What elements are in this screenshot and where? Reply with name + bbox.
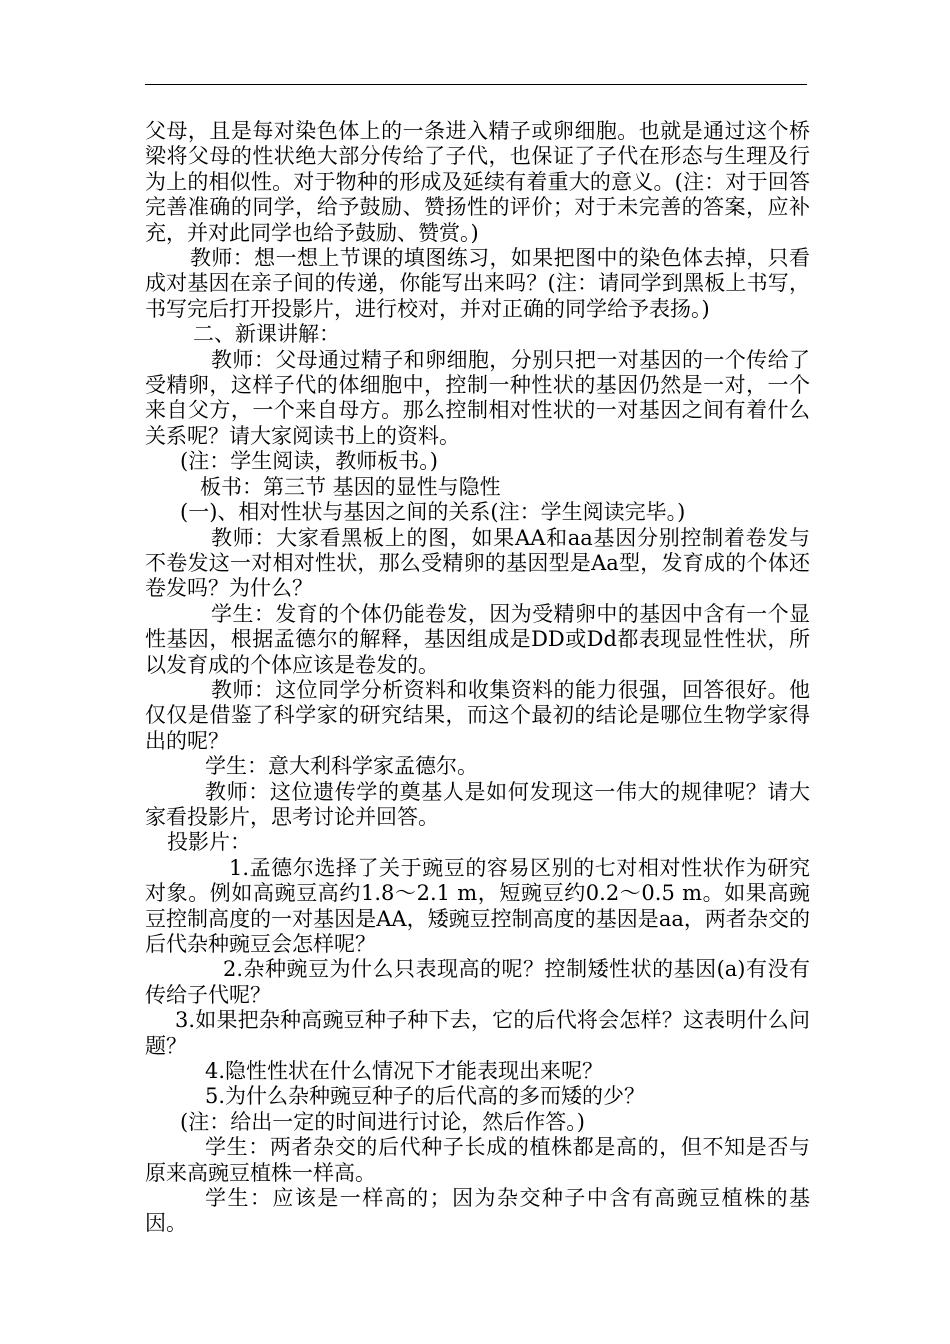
note-1: (注：学生阅读，教师板书。): [180, 449, 438, 474]
paragraph-2: 教师：想一想上节课的填图练习，如果把图中的染色体去掉，只看成对基因在亲子间的传递，你能写出来吗？(注：请同学到黑板上书写，书写完后打开投影片，进行校对，并对正确的同学给予表扬。): [145, 246, 810, 321]
question-5: 5.为什么杂种豌豆种子的后代高的多而矮的少？: [205, 1084, 646, 1109]
board-title: 板书：第三节 基因的显性与隐性: [200, 474, 501, 499]
subsection-heading: (一)、相对性状与基因之间的关系(注：学生阅读完毕。): [180, 500, 686, 525]
document-body: [145, 119, 810, 1237]
paragraph-10: 学生：应该是一样高的；因为杂交种子中含有高豌豆植株的基因。: [145, 1186, 810, 1236]
question-4: 4.隐性性状在什么情况下才能表现出来呢？: [205, 1059, 604, 1084]
question-1: 1.孟德尔选择了关于豌豆的容易区别的七对相对性状作为研究对象。例如高豌豆高约1.8～2.1 m，短豌豆约0.2～0.5 m。如果高豌豆控制高度的一对基因是AA，矮豌豆控制高度的基因是aa，两者杂交的后代杂种豌豆会怎样呢？: [145, 855, 810, 956]
paragraph-1: 父母，且是每对染色体上的一条进入精子或卵细胞。也就是通过这个桥梁将父母的性状绝大部分传给了子代，也保证了子代在形态与生理及行为上的相似性。对于物种的形成及延续有着重大的意义。(注：对于回答完善准确的同学，给予鼓励、赞扬性的评价；对于未完善的答案，应补充，并对此同学也给予鼓励、赞赏。): [145, 119, 810, 245]
paragraph-7: 学生：意大利科学家孟德尔。: [205, 754, 478, 779]
paragraph-6: 教师：这位同学分析资料和收集资料的能力很强，回答很好。他仅仅是借鉴了科学家的研究结果，而这个最初的结论是哪位生物学家得出的呢？: [145, 677, 810, 753]
paragraph-4: 教师：大家看黑板上的图，如果AA和aa基因分别控制着卷发与不卷发这一对相对性状，那么受精卵的基因型是Aa型，发育成的个体还卷发吗？为什么？: [145, 525, 810, 601]
paragraph-3: 教师：父母通过精子和卵细胞，分别只把一对基因的一个传给了受精卵，这样子代的体细胞中，控制一种性状的基因仍然是一对，一个来自父方，一个来自母方。那么控制相对性状的一对基因之间有着什么关系呢？请大家阅读书上的资料。: [145, 347, 810, 448]
paragraph-9: 学生：两者杂交的后代种子长成的植株都是高的，但不知是否与原来高豌豆植株一样高。: [145, 1135, 810, 1185]
section-heading: 二、新课讲解：: [193, 322, 340, 347]
question-3: 3.如果把杂种高豌豆种子种下去，它的后代将会怎样？这表明什么问题？: [145, 1008, 810, 1058]
slide-label: 投影片：: [167, 830, 251, 855]
note-2: (注：给出一定的时间进行讨论，然后作答。): [180, 1109, 585, 1134]
header-rule: [145, 84, 807, 85]
paragraph-5: 学生：发育的个体仍能卷发，因为受精卵中的基因中含有一个显性基因，根据孟德尔的解释，基因组成是DD或Dd都表现显性性状，所以发育成的个体应该是卷发的。: [145, 601, 810, 677]
question-2: 2.杂种豌豆为什么只表现高的呢？控制矮性状的基因(a)有没有传给子代呢？: [145, 957, 810, 1007]
paragraph-8: 教师：这位遗传学的奠基人是如何发现这一伟大的规律呢？请大家看投影片，思考讨论并回答。: [145, 779, 810, 829]
